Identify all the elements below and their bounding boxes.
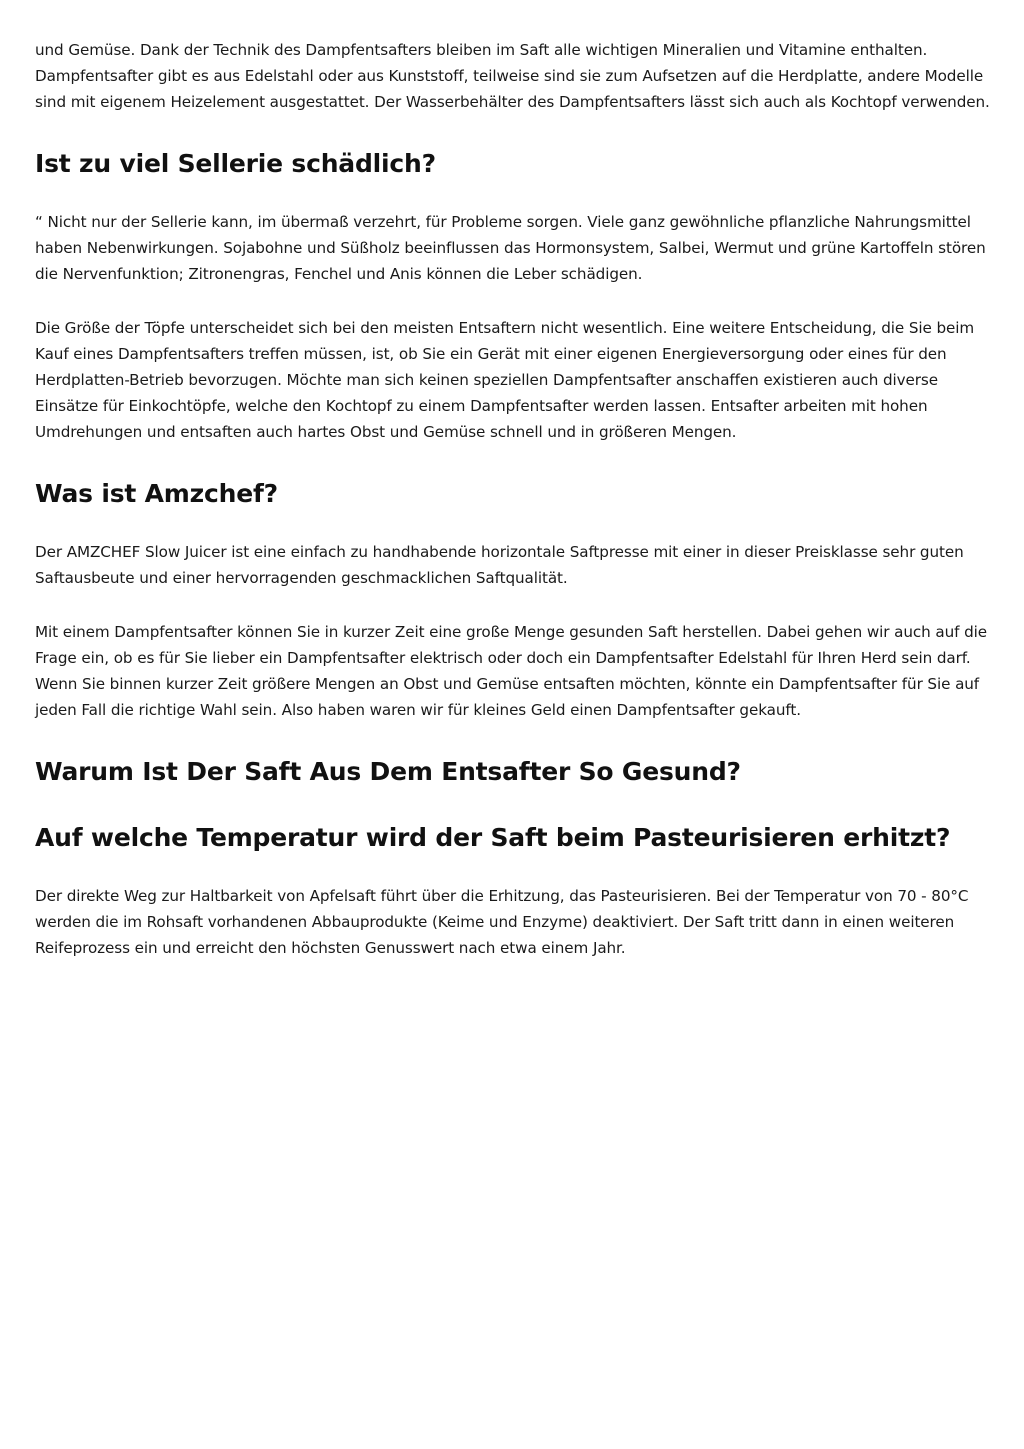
paragraph-intro: und Gemüse. Dank der Technik des Dampfentsafters bleiben im Saft alle wichtigen Mineralien und Vitamine enthalten. Dampfentsafter gibt es aus Edelstahl oder aus Kunststoff, teilweise sind sie zum Aufsetzen auf die Herdplatte, andere Modelle sind mit eigenem Heizelement ausgestattet. Der Wasserbehälter des Dampfentsafters lässt sich auch als Kochtopf verwenden. (35, 41, 990, 111)
heading-temperatur: Auf welche Temperatur wird der Saft beim Pasteurisieren erhitzt? (35, 823, 951, 852)
paragraph-toepfe: Die Größe der Töpfe unterscheidet sich bei den meisten Entsaftern nicht wesentlich. Eine weitere Entscheidung, die Sie beim Kauf eines Dampfentsafters treffen müssen, ist, ob Sie ein Gerät mit einer eigenen Energieversorgung oder eines für den Herdplatten-Betrieb bevorzugen. Möchte man sich keinen speziellen Dampfentsafter anschaffen existieren auch diverse Einsätze für Einkochtöpfe, welche den Kochtopf zu einem Dampfentsafter werden lassen. Entsafter arbeiten mit hohen Umdrehungen und entsaften auch hartes Obst und Gemüse schnell und in größeren Mengen. (35, 319, 975, 441)
heading-sellerie: Ist zu viel Sellerie schädlich? (35, 149, 436, 178)
heading-amzchef: Was ist Amzchef? (35, 479, 278, 508)
paragraph-sellerie: “ Nicht nur der Sellerie kann, im übermaß verzehrt, für Probleme sorgen. Viele ganz gewöhnliche pflanzliche Nahrungsmittel haben Nebenwirkungen. Sojabohne und Süßholz beeinflussen das Hormonsystem, Salbei, Wermut und grüne Kartoffeln stören die Nervenfunktion; Zitronengras, Fenchel und Anis können die Leber schädigen. (35, 213, 986, 283)
heading-saft-gesund: Warum Ist Der Saft Aus Dem Entsafter So Gesund? (35, 757, 741, 786)
paragraph-amzchef: Der AMZCHEF Slow Juicer ist eine einfach zu handhabende horizontale Saftpresse mit einer in dieser Preisklasse sehr guten Saftausbeute und einer hervorragenden geschmacklichen Saftqualität. (35, 543, 964, 587)
paragraph-pasteurisieren: Der direkte Weg zur Haltbarkeit von Apfelsaft führt über die Erhitzung, das Pasteurisieren. Bei der Temperatur von 70 - 80°C werden die im Rohsaft vorhandenen Abbauprodukte (Keime und Enzyme) deaktiviert. Der Saft tritt dann in einen weiteren Reifeprozess ein und erreicht den höchsten Genusswert nach etwa einem Jahr. (35, 887, 969, 957)
paragraph-dampfentsafter: Mit einem Dampfentsafter können Sie in kurzer Zeit eine große Menge gesunden Saft herstellen. Dabei gehen wir auch auf die Frage ein, ob es für Sie lieber ein Dampfentsafter elektrisch oder doch ein Dampfentsafter Edelstahl für Ihren Herd sein darf. Wenn Sie binnen kurzer Zeit größere Mengen an Obst und Gemüse entsaften möchten, könnte ein Dampfentsafter für Sie auf jeden Fall die richtige Wahl sein. Also haben waren wir für kleines Geld einen Dampfentsafter gekauft. (35, 623, 987, 719)
article-page (35, 37, 995, 961)
